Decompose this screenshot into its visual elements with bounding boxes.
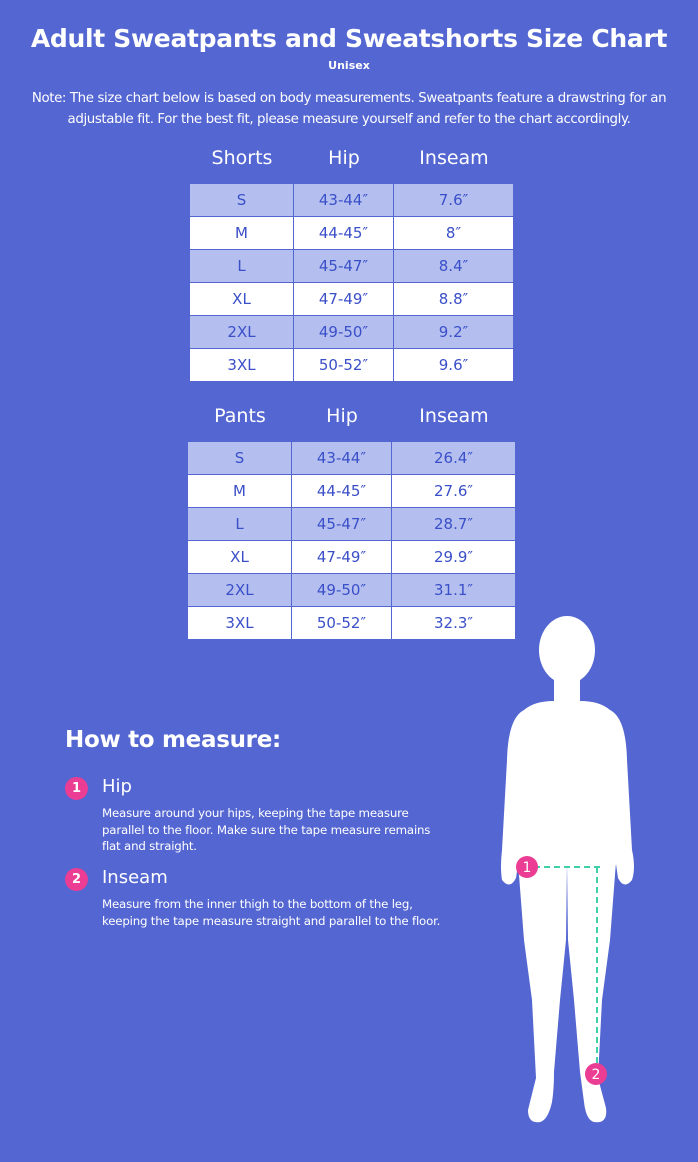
hip-step — [65, 776, 465, 856]
hip-marker-label: 1 — [522, 860, 532, 876]
pants-grid — [187, 441, 516, 640]
hip-cell: 44-45″ — [294, 217, 394, 250]
hip-cell: 47-49″ — [294, 283, 394, 316]
step-number-badge: 1 — [65, 777, 88, 800]
table-row — [188, 442, 516, 475]
size-cell: 2XL — [190, 316, 294, 349]
pants-size-table — [188, 405, 516, 640]
table-row — [190, 316, 514, 349]
hip-cell: 43-44″ — [292, 442, 392, 475]
step-label: Hip — [102, 776, 132, 797]
shorts-table-header — [190, 147, 514, 183]
inseam-cell: 7.6″ — [394, 184, 514, 217]
inseam-cell: 28.7″ — [392, 508, 516, 541]
size-cell: 3XL — [188, 607, 292, 640]
inseam-cell: 27.6″ — [392, 475, 516, 508]
step-description: Measure around your hips, keeping the tape measure parallel to the floor. Make sure the tape measure remains flat and straight. — [102, 806, 431, 853]
how-to-measure-heading: How to measure: — [65, 727, 281, 753]
table-row — [188, 574, 516, 607]
inseam-cell: 8.4″ — [394, 250, 514, 283]
table-row — [190, 283, 514, 316]
size-cell: L — [190, 250, 294, 283]
size-cell: M — [190, 217, 294, 250]
pants-header-hip: Hip — [326, 405, 358, 427]
hip-cell: 47-49″ — [292, 541, 392, 574]
shorts-header-size: Shorts — [211, 147, 273, 169]
hip-cell: 44-45″ — [292, 475, 392, 508]
table-row — [190, 250, 514, 283]
step-number-badge: 2 — [65, 868, 88, 891]
size-cell: 2XL — [188, 574, 292, 607]
inseam-marker — [585, 1063, 607, 1085]
hip-cell: 43-44″ — [294, 184, 394, 217]
table-row — [190, 217, 514, 250]
table-row — [190, 349, 514, 382]
table-row — [188, 475, 516, 508]
inseam-cell: 32.3″ — [392, 607, 516, 640]
shorts-grid — [189, 183, 514, 382]
page-subtitle: Unisex — [328, 59, 370, 72]
inseam-cell: 26.4″ — [392, 442, 516, 475]
table-row — [188, 541, 516, 574]
inseam-cell: 29.9″ — [392, 541, 516, 574]
size-cell: M — [188, 475, 292, 508]
inseam-marker-label: 2 — [591, 1067, 601, 1083]
inseam-cell: 9.2″ — [394, 316, 514, 349]
inseam-cell: 9.6″ — [394, 349, 514, 382]
table-row — [188, 607, 516, 640]
step-description: Measure from the inner thigh to the bottom of the leg, keeping the tape measure straight and parallel to the floor. — [102, 897, 441, 928]
hip-cell: 49-50″ — [292, 574, 392, 607]
shorts-size-table — [190, 147, 514, 382]
measurement-figure — [480, 610, 680, 1140]
inseam-cell: 31.1″ — [392, 574, 516, 607]
size-note: Note: The size chart below is based on body measurements. Sweatpants feature a drawstring for an adjustable fit. For the best fit, please measure yourself and refer to the chart accordingly. — [31, 91, 667, 127]
size-cell: S — [190, 184, 294, 217]
page-title: Adult Sweatpants and Sweatshorts Size Chart — [30, 24, 668, 53]
step-label: Inseam — [102, 867, 168, 888]
hip-cell: 50-52″ — [292, 607, 392, 640]
inseam-cell: 8″ — [394, 217, 514, 250]
pants-table-header — [188, 405, 516, 441]
table-row — [190, 184, 514, 217]
size-cell: XL — [190, 283, 294, 316]
shorts-header-inseam: Inseam — [419, 147, 489, 169]
shorts-header-hip: Hip — [328, 147, 360, 169]
table-row — [188, 508, 516, 541]
size-cell: S — [188, 442, 292, 475]
inseam-cell: 8.8″ — [394, 283, 514, 316]
hip-cell: 50-52″ — [294, 349, 394, 382]
size-cell: L — [188, 508, 292, 541]
size-cell: 3XL — [190, 349, 294, 382]
inseam-step — [65, 867, 465, 947]
hip-marker — [516, 856, 538, 878]
hip-cell: 49-50″ — [294, 316, 394, 349]
hip-cell: 45-47″ — [292, 508, 392, 541]
pants-header-inseam: Inseam — [419, 405, 489, 427]
pants-header-size: Pants — [214, 405, 266, 427]
size-cell: XL — [188, 541, 292, 574]
hip-cell: 45-47″ — [294, 250, 394, 283]
